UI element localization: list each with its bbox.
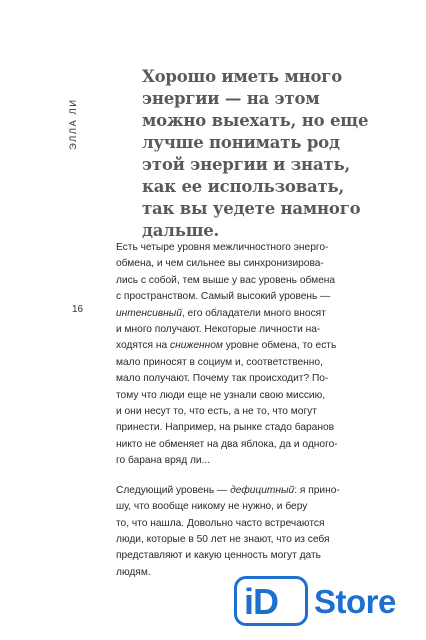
text-line bbox=[116, 306, 406, 322]
text-segment: и они несут то, что есть, а не то, что могут bbox=[116, 406, 317, 418]
text-line bbox=[116, 532, 406, 548]
epigraph-line: дальше. bbox=[142, 221, 220, 240]
text-line bbox=[116, 516, 406, 532]
text-line bbox=[116, 483, 406, 499]
text-segment: представляют и какую ценность могут дать bbox=[116, 550, 321, 562]
text-segment: людям. bbox=[116, 566, 151, 578]
text-segment: обмена, и чем сильнее вы синхронизирова- bbox=[116, 258, 324, 270]
text-segment: Следующий уровень — bbox=[116, 484, 231, 496]
text-line bbox=[116, 388, 406, 404]
text-line bbox=[116, 548, 406, 564]
running-head-author: ЭЛЛА ЛИ bbox=[68, 98, 79, 150]
epigraph-line: так вы уедете намного bbox=[142, 199, 361, 218]
page-number: 16 bbox=[72, 304, 84, 315]
text-segment: люди, которые в 50 лет не знают, что из себя bbox=[116, 533, 330, 545]
text-line bbox=[116, 322, 406, 338]
emphasis-text: дефицитный bbox=[230, 484, 295, 496]
text-line bbox=[116, 273, 406, 289]
text-line bbox=[116, 256, 406, 272]
text-segment: шу, что вообще никому не нужно, и беру bbox=[116, 501, 308, 513]
logo-id-text: iD bbox=[244, 581, 278, 622]
text-line bbox=[116, 289, 406, 305]
text-segment: ходятся на bbox=[116, 340, 170, 352]
text-segment: уровне обмена, то есть bbox=[222, 340, 337, 352]
text-line bbox=[116, 437, 406, 453]
text-segment: , его обладатели много вносят bbox=[181, 307, 326, 319]
text-line bbox=[116, 371, 406, 387]
idstore-watermark-logo bbox=[234, 576, 420, 634]
text-segment: Есть четыре уровня межличностного энерго- bbox=[116, 242, 329, 253]
text-segment: то, что нашла. Довольно часто встречаются bbox=[116, 517, 325, 529]
text-line bbox=[116, 240, 406, 256]
epigraph-line: этой энергии и знать, bbox=[142, 155, 350, 174]
logo-store-text: Store bbox=[314, 583, 396, 620]
emphasis-text: сниженном bbox=[170, 340, 223, 352]
text-line bbox=[116, 355, 406, 371]
epigraph-line: лучше понимать род bbox=[142, 133, 340, 152]
text-segment: с пространством. Самый высокий уровень — bbox=[116, 291, 331, 303]
text-segment: тому что люди еще не узнали свою миссию, bbox=[116, 389, 326, 401]
text-segment: мало приносят в социум и, соответственно, bbox=[116, 356, 323, 368]
text-segment: : я прино- bbox=[294, 484, 340, 496]
text-segment: мало получают. Почему так происходит? По- bbox=[116, 373, 329, 385]
text-line bbox=[116, 404, 406, 420]
logo-frame bbox=[234, 576, 308, 626]
paragraph bbox=[116, 483, 406, 581]
text-line bbox=[116, 453, 406, 469]
text-segment: го барана вряд ли... bbox=[116, 455, 211, 467]
epigraph-line: можно выехать, но еще bbox=[142, 111, 369, 130]
text-line bbox=[116, 338, 406, 354]
epigraph-line: Хорошо иметь много bbox=[142, 67, 342, 86]
epigraph-line: энергии — на этом bbox=[142, 89, 320, 108]
body-text bbox=[116, 240, 406, 581]
text-segment: и много получают. Некоторые личности на- bbox=[116, 324, 321, 336]
text-line bbox=[116, 499, 406, 515]
epigraph-line: как ее использовать, bbox=[142, 177, 345, 196]
text-segment: лись с собой, тем выше у вас уровень обмена bbox=[116, 274, 336, 286]
emphasis-text: интенсивный bbox=[116, 307, 182, 319]
paragraph bbox=[116, 240, 406, 470]
epigraph-quote bbox=[142, 66, 392, 242]
text-segment: никто не обменяет на два яблока, да и одного- bbox=[116, 438, 338, 450]
text-line bbox=[116, 420, 406, 436]
text-segment: принести. Например, на рынке стадо баранов bbox=[116, 422, 335, 434]
